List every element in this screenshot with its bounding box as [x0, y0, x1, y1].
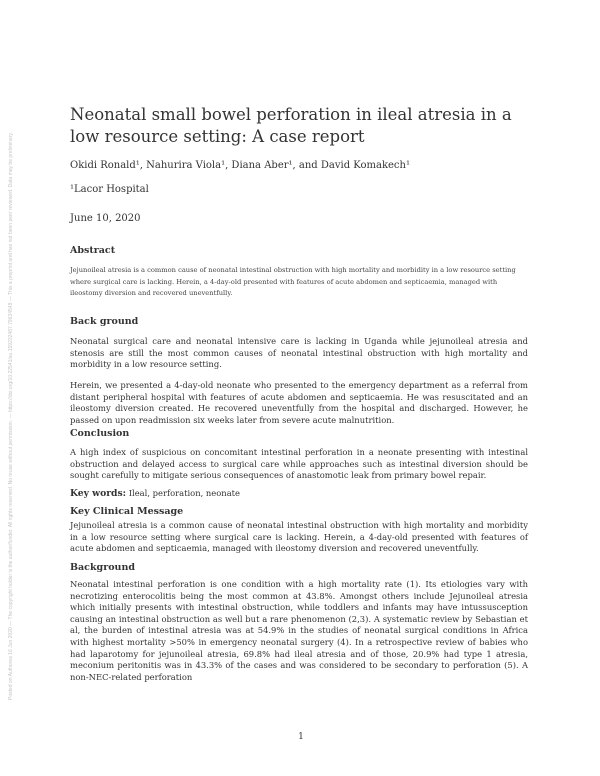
background-paragraph-2: Herein, we presented a 4-day-old neonate who presented to the emergency department as a referral from distant peripheral hospital with features of acute abdomen and septicaemia. He was resuscitated and an ileostomy diversion created. He recovered uneventfully from the hospital and discharged. However, he passed on upon readmission six weeks later from severe acute malnutrition. [70, 380, 528, 425]
publication-date: June 10, 2020 [70, 213, 141, 224]
keywords-label: Key words: [70, 488, 127, 499]
background-2-paragraph: Neonatal intestinal perforation is one condition with a high mortality rate (1). Its etiologies vary with necrotizing enterocolitis being the most common at 43.8%. Amongst others include Jejunoileal atresia which initially presents with intestinal obstruction, while toddlers and infants may have intussusception causing an intestinal obstruction as well but a rare phenomenon (2,3). A systematic review by Sebastian et al, the burden of intestinal atresia was at 54.9% in the studies of neonatal surgical conditions in Africa with highest mortality >50% in emergency neonatal surgery (4). In a retrospective review of babies who had laparotomy for jejunoileal atresia, 69.8% had ileal atresia and of those, 20.9% had type 1 atresia, meconium peritonitis was in 43.3% of the cases and was considered to be secondary to perforation (5). A non-NEC-related perforation [70, 579, 528, 682]
background-heading: Back ground [70, 316, 139, 327]
abstract-heading: Abstract [70, 245, 116, 256]
keywords [70, 488, 240, 499]
paper-title: Neonatal small bowel perforation in ileal atresia in a low resource setting: A case report [70, 105, 512, 146]
conclusion-paragraph: A high index of suspicious on concomitant intestinal perforation in a neonate presenting with intestinal obstruction and delayed access to surgical care while approaches such as intestinal diversion should be sought carefully to mitigate serious consequences of anastomotic leak from primary bowel repair. [70, 447, 528, 481]
preprint-sidebar-stamp: Posted on Authorea 16 Jun 2020 — The copyright holder is the author/funder. All rights reserved. No reuse without permission. — https://doi.org/10.22541/au.159232487.79634549 — This a preprint and has not been peer reviewed. Data may be preliminary. [8, 132, 14, 700]
page-number: 1 [298, 732, 304, 742]
background-paragraph-1: Neonatal surgical care and neonatal intensive care is lacking in Uganda while jejunoileal atresia and stenosis are still the most common causes of neonatal intestinal obstruction with high mortality and morbidity in a low resource setting. [70, 336, 528, 370]
key-clinical-message-paragraph: Jejunoileal atresia is a common cause of neonatal intestinal obstruction with high mortality and morbidity in a low resource setting where surgical care is lacking. Herein, a 4-day-old presented with features of acute abdomen and septicaemia, managed with ileostomy diversion and recovered uneventfully. [70, 520, 528, 554]
background-2-heading: Background [70, 562, 135, 573]
keywords-text: Ileal, perforation, neonate [128, 488, 241, 498]
author-list: Okidi Ronald¹, Nahurira Viola¹, Diana Aber¹, and David Komakech¹ [70, 160, 410, 171]
abstract-text: Jejunoileal atresia is a common cause of neonatal intestinal obstruction with high mortality and morbidity in a low resource setting where surgical care is lacking. Herein, a 4-day-old presented with features of acute abdomen and septicaemia, managed with ileostomy diversion and recovered uneventfully. [70, 266, 516, 297]
conclusion-heading: Conclusion [70, 428, 130, 439]
key-clinical-message-heading: Key Clinical Message [70, 506, 184, 517]
affiliation: ¹Lacor Hospital [70, 184, 149, 195]
